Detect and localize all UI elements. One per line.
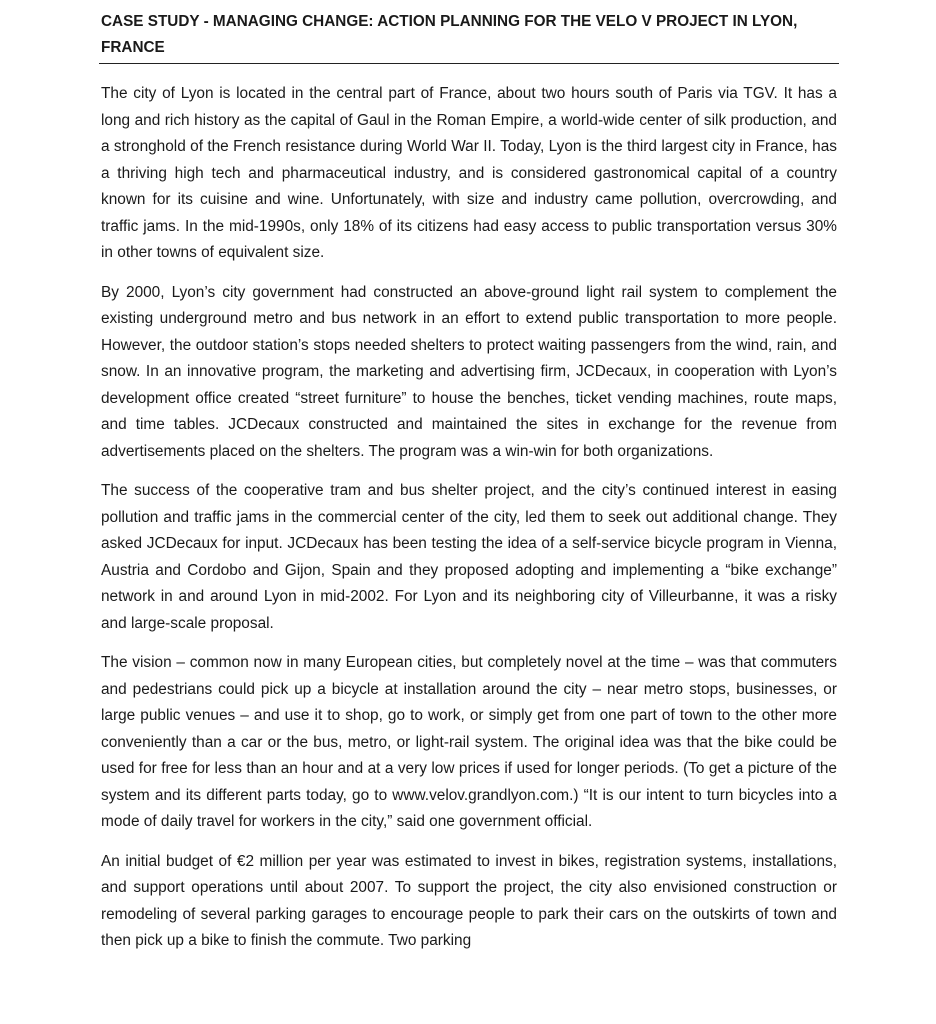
paragraph-lyon-intro: The city of Lyon is located in the central part of France, about two hours south of Paris via TGV. It has a long and rich history as the capital of Gaul in the Roman Empire, a world-wide center of silk production, and a stronghold of the French resistance during World War II. Today, Lyon is the third largest city in France, has a thriving high tech and pharmaceutical industry, and is considered gastronomical capital of a country known for its cuisine and wine. Unfortunately, with size and industry came pollution, overcrowding, and traffic jams. In the mid-1990s, only 18% of its citizens had easy access to public transportation versus 30% in other towns of equivalent size. — [101, 85, 837, 261]
title-divider — [99, 63, 839, 64]
paragraph-budget: An initial budget of €2 million per year was estimated to invest in bikes, registration systems, installations, and support operations until about 2007. To support the project, the city also envisioned construction or remodeling of several parking garages to encourage people to park their cars on the outskirts of town and then pick up a bike to finish the commute. Two parking — [101, 852, 837, 949]
paragraph-light-rail: By 2000, Lyon’s city government had constructed an above-ground light rail system to complement the existing underground metro and bus network in an effort to extend public transportation to more people. However, the outdoor station’s stops needed shelters to protect waiting passengers from the wind, rain, and snow. In an innovative program, the marketing and advertising firm, JCDecaux, in cooperation with Lyon’s development office created “street furniture” to house the benches, ticket vending machines, route maps, and time tables. JCDecaux constructed and maintained the sites in exchange for the revenue from advertisements placed on the shelters. The program was a win-win for both organizations. — [101, 283, 837, 460]
paragraph-vision: The vision – common now in many European cities, but completely novel at the time – was that commuters and pedestrians could pick up a bicycle at installation around the city – near metro stops, businesses, or large public venues – and use it to shop, go to work, or simply get from one part of town to the other more conveniently than a car or the bus, metro, or light-rail system. The original idea was that the bike could be used for free for less than an hour and at a very low prices if used for longer periods. (To get a picture of the system and its different parts today, go to www.velov.grandlyon.com.) “It is our intent to turn bicycles into a mode of daily travel for workers in the city,” said one government official. — [101, 654, 837, 830]
paragraph-bike-proposal: The success of the cooperative tram and bus shelter project, and the city’s continued interest in easing pollution and traffic jams in the commercial center of the city, led them to seek out additional change. They asked JCDecaux for input. JCDecaux has been testing the idea of a self-service bicycle program in Vienna, Austria and Cordobo and Gijon, Spain and they proposed adopting and implementing a “bike exchange” network in and around Lyon in mid-2002. For Lyon and its neighboring city of Villeurbanne, it was a risky and large-scale proposal. — [101, 482, 837, 632]
document-body — [101, 81, 837, 968]
document-title: CASE STUDY - MANAGING CHANGE: ACTION PLANNING FOR THE VELO V PROJECT IN LYON, FRANCE — [101, 13, 798, 56]
